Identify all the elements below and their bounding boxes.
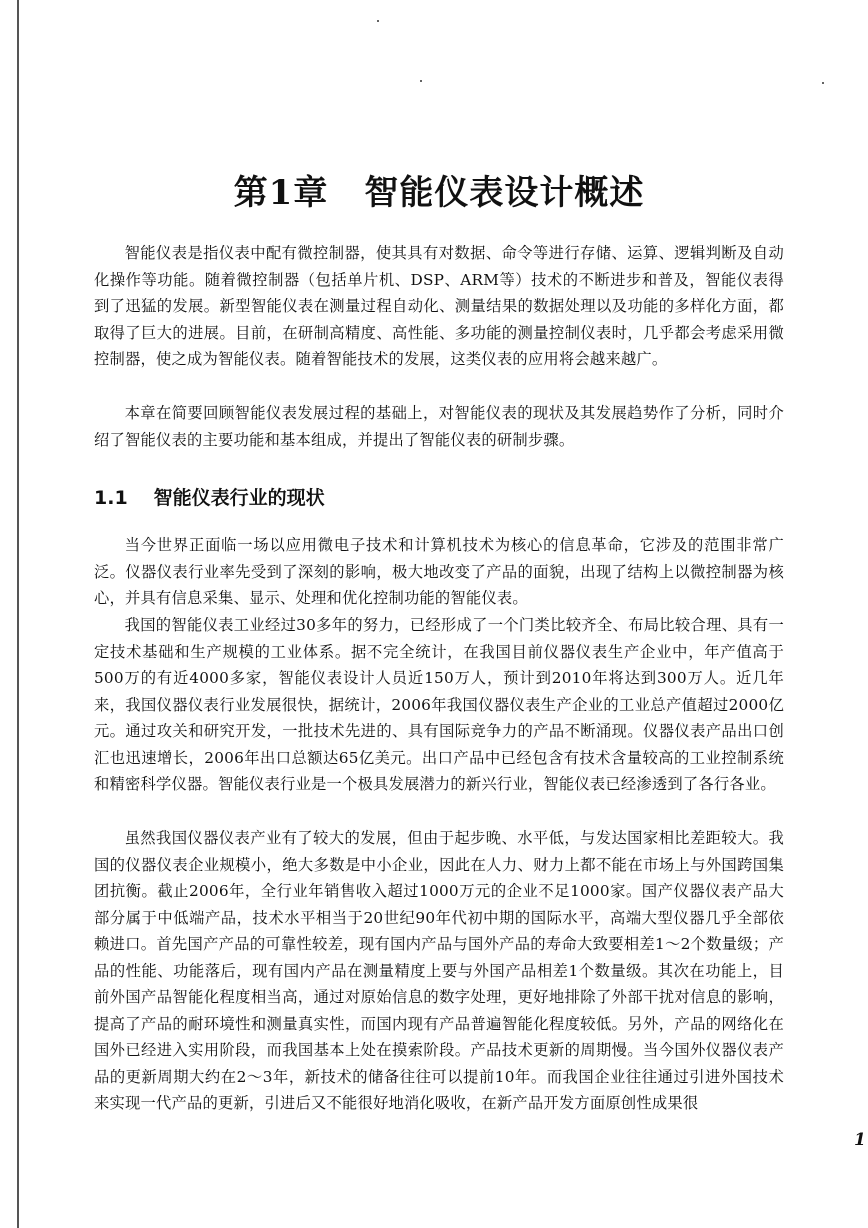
scan-edge-line [17,0,19,1228]
section-paragraph-2: 我国的智能仪表工业经过30多年的努力，已经形成了一个门类比较齐全、布局比较合理、具有一定技术基础和生产规模的工业体系。据不完全统计，在我国目前仪器仪表生产企业中，年产值高于500万的有近4000多家，智能仪表设计人员近150万人，预计到2010年将达到300万人。近几年来，我国仪器仪表行业发展很快，据统计，2006年我国仪器仪表生产企业的工业总产值超过2000亿元。通过攻关和研究开发，一批技术先进的、具有国际竞争力的产品不断涌现。仪器仪表产品出口创汇也迅速增长，2006年出口总额达65亿美元。出口产品中已经包含有技术含量较高的工业控制系统和精密科学仪器。智能仪表行业是一个极具发展潜力的新兴行业，智能仪表已经渗透到了各行各业。 [94,616,784,793]
chapter-title-text: 智能仪表设计概述 [364,173,645,213]
chapter-number: 第1章 [233,173,329,213]
section-title: 智能仪表行业的现状 [153,487,325,509]
chapter-title [94,165,784,214]
page-number: 1 [854,1130,866,1150]
scan-speck [822,82,824,84]
intro-paragraph-2: 本章在简要回顾智能仪表发展过程的基础上，对智能仪表的现状及其发展趋势作了分析，同时介绍了智能仪表的主要功能和基本组成，并提出了智能仪表的研制步骤。 [94,404,784,449]
section-paragraph-1: 当今世界正面临一场以应用微电子技术和计算机技术为核心的信息革命，它涉及的范围非常广泛。仪器仪表行业率先受到了深刻的影响，极大地改变了产品的面貌，出现了结构上以微控制器为核心，并具有信息采集、显示、处理和优化控制功能的智能仪表。 [94,536,784,607]
section-heading [94,483,325,510]
scan-speck [420,80,422,82]
intro-paragraph-1: 智能仪表是指仪表中配有微控制器，使其具有对数据、命令等进行存储、运算、逻辑判断及自动化操作等功能。随着微控制器（包括单片机、DSP、ARM等）技术的不断进步和普及，智能仪表得到了迅猛的发展。新型智能仪表在测量过程自动化、测量结果的数据处理以及功能的多样化方面，都取得了巨大的进展。目前，在研制高精度、高性能、多功能的测量控制仪表时，几乎都会考虑采用微控制器，使之成为智能仪表。随着智能技术的发展，这类仪表的应用将会越来越广。 [94,244,784,368]
scan-speck [377,20,379,22]
section-paragraph-3: 虽然我国仪器仪表产业有了较大的发展，但由于起步晚、水平低，与发达国家相比差距较大。我国的仪器仪表企业规模小，绝大多数是中小企业，因此在人力、财力上都不能在市场上与外国跨国集团抗衡。截止2006年，全行业年销售收入超过1000万元的企业不足1000家。国产仪器仪表产品大部分属于中低端产品，技术水平相当于20世纪90年代初中期的国际水平，高端大型仪器几乎全部依赖进口。首先国产产品的可靠性较差，现有国内产品与国外产品的寿命大致要相差1～2个数量级；产品的性能、功能落后，现有国内产品在测量精度上要与外国产品相差1个数量级。其次在功能上，目前外国产品智能化程度相当高，通过对原始信息的数字处理，更好地排除了外部干扰对信息的影响，提高了产品的耐环境性和测量真实性，而国内现有产品普遍智能化程度较低。另外，产品的网络化在国外已经进入实用阶段，而我国基本上处在摸索阶段。产品技术更新的周期慢。当今国外仪器仪表产品的更新周期大约在2～3年，新技术的储备往往可以提前10年。而我国企业往往通过引进外国技术来实现一代产品的更新，引进后又不能很好地消化吸收，在新产品开发方面原创性成果很 [94,829,784,1112]
section-number: 1.1 [94,487,128,509]
